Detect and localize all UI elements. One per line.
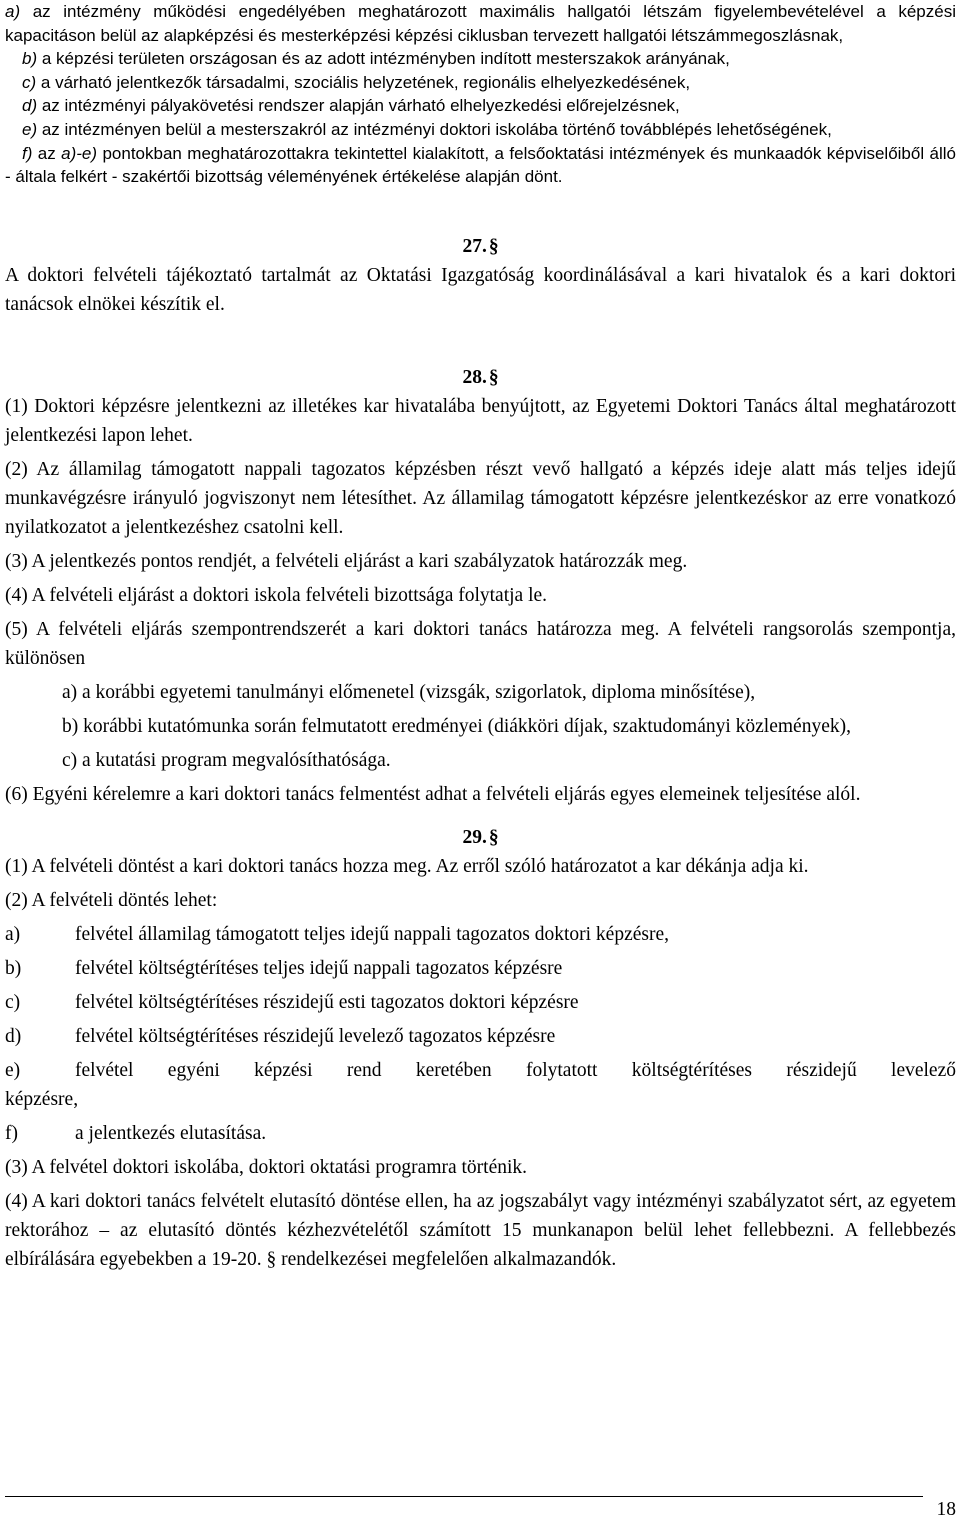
s28-para-4: (4) A felvételi eljárást a doktori iskola felvételi bizottsága folytatja le. [5,584,548,606]
section-29-body [5,852,956,1274]
s29-para-1: (1) A felvételi döntést a kari doktori tanács hozza meg. Az erről szóló határozatot a kar dékánja adja ki. [5,855,809,877]
section-29-heading: 29. § [462,826,499,848]
s28-para-3: (3) A jelentkezés pontos rendjét, a felvételi eljárást a kari szabályzatok határozzák meg. [5,550,688,572]
section-27-heading: 27. § [462,235,499,257]
decision-item-c: c) felvétel költségtérítéses részidejű esti tagozatos doktori képzésre [5,991,579,1013]
decision-item-e: e) felvétel egyéni képzési rend keretében folytatott költségtérítéses részidejű levelező képzésre, [5,1059,956,1110]
s29-para-2: (2) A felvételi döntés lehet: [5,889,218,911]
decision-item-f: f) a jelentkezés elutasítása. [5,1122,267,1144]
document-page [5,0,956,1274]
footer-divider [5,1496,923,1497]
intro-item-e: e) az intézményen belül a mesterszakról az intézményi doktori iskolába történő továbblépés lehetőségének, [22,119,832,139]
page-number: 18 [936,1499,956,1520]
intro-list [5,0,956,189]
s28-para-5a: a) a korábbi egyetemi tanulmányi előmenetel (vizsgák, szigorlatok, diploma minősítése), [62,681,756,703]
intro-item-d: d) az intézményi pályakövetési rendszer alapján várható elhelyezkedési előrejelzésnek, [22,96,680,116]
s28-para-2: (2) Az államilag támogatott nappali tagozatos képzésben részt vevő hallgató a képzés ideje alatt más teljes idejű munkavégzésre irányuló jogviszonyt nem létesíthet. Az államilag támogatott képzésre jelentkezéskor az erre vonatkozó nyilatkozatot a jelentkezéshez csatolni kell. [5,458,956,538]
section-28-heading: 28. § [462,366,499,388]
intro-item-b: b) a képzési területen országosan és az adott intézményben indított mesterszakok arányának, [22,49,730,69]
section-27-text: A doktori felvételi tájékoztató tartalmát az Oktatási Igazgatóság koordinálásával a kari hivatalok és a kari doktori tanácsok elnökei készítik el. [5,264,956,315]
section-28-body [5,392,956,809]
intro-item-a: a) az intézmény működési engedélyében meghatározott maximális hallgatói létszám figyelembevételével a képzési kapacitáson belül az alapképzési és mesterképzési képzési ciklusban tervezett hallgatói létszámmegoszlásnak, [5,2,956,45]
s28-para-5c: c) a kutatási program megvalósíthatósága. [62,749,391,771]
s28-para-1: (1) Doktori képzésre jelentkezni az illetékes kar hivatalába benyújtott, az Egyetemi Doktori Tanács által meghatározott jelentkezési lapon lehet. [5,395,956,446]
decision-item-a: a) felvétel államilag támogatott teljes idejű nappali tagozatos doktori képzésre, [5,923,669,945]
s28-para-5b: b) korábbi kutatómunka során felmutatott eredményei (diákköri díjak, szaktudományi közlemények), [62,715,851,737]
s28-para-6: (6) Egyéni kérelemre a kari doktori tanács felmentést adhat a felvételi eljárás egyes elemeinek teljesítése alól. [5,783,861,805]
decision-item-b: b) felvétel költségtérítéses teljes idejű nappali tagozatos képzésre [5,957,563,979]
intro-item-f: f) az a)-e) pontokban meghatározottakra tekintettel kialakított, a felsőoktatási intézmények és munkaadók képviselőiből álló - általa felkért - szakértői bizottság véleményének értékelése alapján dönt. [5,143,956,187]
s28-para-5: (5) A felvételi eljárás szempontrendszerét a kari doktori tanács határozza meg. A felvételi rangsorolás szempontja, különösen [5,618,956,669]
s29-para-4: (4) A kari doktori tanács felvételt elutasító döntése ellen, ha az jogszabályt vagy intézményi szabályzatot sért, az egyetem rektorához – az elutasító döntés kézhezvételétől számított 15 munkanapon belül lehet fellebbezni. A fellebbezés elbírálására egyebekben a 19-20. § rendelkezései megfelelően alkalmazandók. [5,1190,956,1270]
s29-para-3: (3) A felvétel doktori iskolába, doktori oktatási programra történik. [5,1156,528,1178]
decision-item-d: d) felvétel költségtérítéses részidejű levelező tagozatos képzésre [5,1025,556,1047]
intro-item-c: c) a várható jelentkezők társadalmi, szociális helyzetének, regionális elhelyezkedésének, [22,72,691,92]
